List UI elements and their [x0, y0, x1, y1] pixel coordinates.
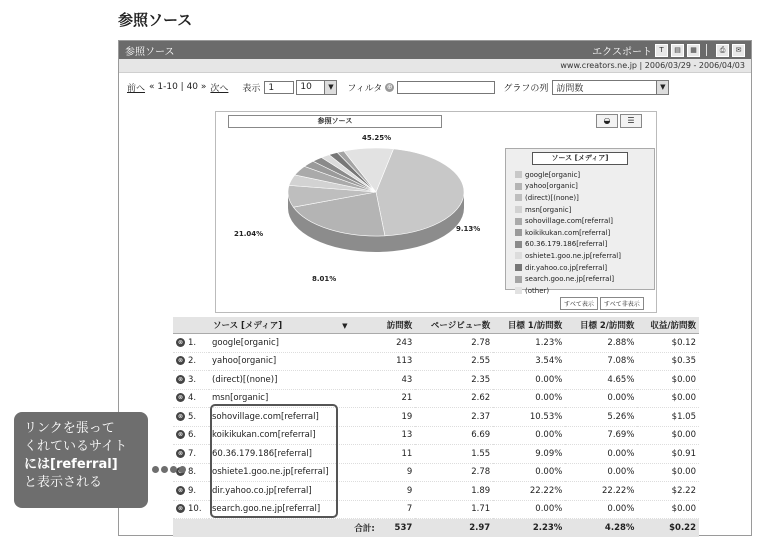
filter-input[interactable]: [397, 81, 495, 94]
legend-item[interactable]: [506, 227, 654, 239]
site-date-divider: |: [639, 61, 645, 70]
g2-cell: 7.08%: [565, 352, 637, 371]
total-row: [173, 519, 699, 537]
visits-cell: 11: [378, 445, 416, 464]
graph-column-select[interactable]: [552, 80, 669, 95]
show-all-button[interactable]: すべて表示: [560, 297, 598, 310]
chart-legend: [505, 148, 655, 295]
col-goal2[interactable]: 目標 2/訪問数: [565, 317, 637, 334]
legend-label: search.goo.ne.jp[referral]: [525, 275, 615, 284]
legend-title: ソース [メディア]: [532, 152, 628, 165]
show-label: 表示: [242, 83, 261, 94]
g1-cell: 9.09%: [493, 445, 565, 464]
table-row[interactable]: [173, 352, 699, 371]
row-number: 9.: [188, 485, 197, 496]
g1-cell: 1.23%: [493, 334, 565, 353]
source-cell[interactable]: yahoo[organic]: [209, 352, 378, 371]
total-pv: 2.97: [415, 519, 493, 537]
legend-label: google[organic]: [525, 170, 581, 179]
rows-select[interactable]: [296, 80, 337, 95]
legend-swatch: [515, 183, 522, 190]
legend-item[interactable]: [506, 285, 654, 297]
source-cell[interactable]: 60.36.179.186[referral]: [209, 445, 378, 464]
pager-bar: [119, 77, 751, 97]
rev-cell: $0.00: [637, 426, 699, 445]
source-cell[interactable]: sohovillage.com[referral]: [209, 408, 378, 427]
row-number: 8.: [188, 467, 197, 478]
rev-cell: $0.00: [637, 389, 699, 408]
legend-swatch: [515, 241, 522, 248]
legend-item[interactable]: [506, 204, 654, 216]
visits-cell: 9: [378, 463, 416, 482]
filter-label: フィルタ: [347, 83, 383, 94]
legend-swatch: [515, 218, 522, 225]
g1-cell: 3.54%: [493, 352, 565, 371]
g1-cell: 0.00%: [493, 389, 565, 408]
pie-chart: [256, 130, 496, 300]
source-cell[interactable]: msn[organic]: [209, 389, 378, 408]
g2-cell: 0.00%: [565, 500, 637, 519]
g1-cell: 10.53%: [493, 408, 565, 427]
pie-label-google: 45.25%: [362, 134, 392, 142]
legend-label: koikikukan.com[referral]: [525, 228, 611, 237]
col-revenue[interactable]: 収益/訪問数: [637, 317, 699, 334]
source-cell[interactable]: dir.yahoo.co.jp[referral]: [209, 482, 378, 501]
row-number: 10.: [188, 504, 202, 515]
prev-link[interactable]: 前へ: [127, 83, 146, 94]
toolbar-divider: [706, 44, 707, 56]
chevron-down-icon: ▼: [324, 81, 336, 94]
col-source-label: ソース [メディア]: [213, 321, 283, 331]
callout-line-2: くれているサイト: [24, 439, 128, 454]
export-csv-icon[interactable]: ▤: [671, 44, 684, 57]
row-expand-icon[interactable]: ⊗: [177, 486, 184, 494]
row-number: 2.: [188, 356, 197, 367]
pv-cell: 1.55: [415, 445, 493, 464]
page-input[interactable]: 1: [264, 81, 294, 94]
legend-label: sohovillage.com[referral]: [525, 217, 613, 226]
graph-column-value: 訪問数: [556, 83, 584, 94]
row-number-cell: [173, 334, 209, 353]
graph-column-label: グラフの列: [503, 83, 549, 94]
rev-cell: $0.12: [637, 334, 699, 353]
legend-label: msn[organic]: [525, 205, 572, 214]
export-excel-icon[interactable]: ▦: [687, 44, 700, 57]
legend-label: 60.36.179.186[referral]: [525, 240, 608, 249]
chevron-down-icon: ▼: [656, 81, 668, 94]
legend-item[interactable]: [506, 215, 654, 227]
g2-cell: 5.26%: [565, 408, 637, 427]
row-number-cell: [173, 408, 209, 427]
legend-swatch: [515, 171, 522, 178]
rows-value: 10: [300, 82, 312, 92]
g2-cell: 22.22%: [565, 482, 637, 501]
row-number-cell: [173, 426, 209, 445]
pv-cell: 2.35: [415, 371, 493, 390]
legend-swatch: [515, 252, 522, 259]
source-cell[interactable]: google[organic]: [209, 334, 378, 353]
rev-cell: $0.00: [637, 463, 699, 482]
site-name: www.creators.ne.jp: [560, 61, 637, 70]
export-xml-icon[interactable]: T: [655, 44, 668, 57]
callout-line-4: と表示される: [24, 475, 103, 490]
visits-cell: 113: [378, 352, 416, 371]
pv-cell: 2.55: [415, 352, 493, 371]
callout-line-3: には[referral]: [24, 457, 118, 472]
legend-label: yahoo[organic]: [525, 182, 578, 191]
pie-chart-panel: [215, 111, 657, 313]
email-icon[interactable]: ✉: [732, 44, 745, 57]
row-expand-icon[interactable]: ⊗: [177, 449, 184, 457]
referral-callout: [14, 412, 148, 508]
legend-item[interactable]: [506, 192, 654, 204]
pv-cell: 1.71: [415, 500, 493, 519]
row-expand-icon[interactable]: ⊗: [177, 394, 184, 402]
pv-cell: 2.78: [415, 334, 493, 353]
g1-cell: 0.00%: [493, 500, 565, 519]
row-number: 1.: [188, 337, 197, 348]
legend-item[interactable]: [506, 262, 654, 274]
row-expand-icon[interactable]: ⊗: [177, 412, 184, 420]
rev-cell: $1.05: [637, 408, 699, 427]
col-visits[interactable]: 訪問数: [378, 317, 416, 334]
g1-cell: 22.22%: [493, 482, 565, 501]
page-range: « 1-10 | 40 »: [149, 82, 207, 92]
panel-title: 参照ソース: [125, 46, 175, 58]
row-number: 6.: [188, 430, 197, 441]
legend-label: (direct)[(none)]: [525, 193, 579, 202]
hide-all-button[interactable]: すべて非表示: [600, 297, 644, 310]
rev-cell: $0.00: [637, 500, 699, 519]
bar-view-icon[interactable]: ☰: [620, 114, 642, 128]
rev-cell: $0.91: [637, 445, 699, 464]
col-source[interactable]: [173, 317, 378, 334]
source-cell[interactable]: oshiete1.goo.ne.jp[referral]: [209, 463, 378, 482]
chart-title: 参照ソース: [228, 115, 442, 128]
pv-cell: 6.69: [415, 426, 493, 445]
g1-cell: 0.00%: [493, 371, 565, 390]
page-title: 参照ソース: [118, 11, 193, 29]
g2-cell: 0.00%: [565, 445, 637, 464]
total-visits: 537: [378, 519, 416, 537]
legend-swatch: [515, 287, 522, 294]
legend-swatch: [515, 206, 522, 213]
referral-highlight-box: [210, 404, 338, 518]
legend-swatch: [515, 229, 522, 236]
export-label: エクスポート: [592, 46, 652, 58]
pv-cell: 2.78: [415, 463, 493, 482]
row-number: 5.: [188, 411, 197, 422]
visits-cell: 13: [378, 426, 416, 445]
total-g1: 2.23%: [493, 519, 565, 537]
visits-cell: 9: [378, 482, 416, 501]
panel-titlebar: [119, 41, 751, 59]
visits-cell: 19: [378, 408, 416, 427]
legend-label: oshiete1.goo.ne.jp[referral]: [525, 251, 621, 260]
source-cell[interactable]: koikikukan.com[referral]: [209, 426, 378, 445]
pv-cell: 2.37: [415, 408, 493, 427]
legend-item[interactable]: [506, 169, 654, 181]
row-expand-icon[interactable]: ⊗: [177, 431, 184, 439]
pv-cell: 2.62: [415, 389, 493, 408]
source-cell[interactable]: (direct)[(none)]: [209, 371, 378, 390]
row-number: 3.: [188, 374, 197, 385]
row-number-cell: [173, 389, 209, 408]
source-cell[interactable]: search.goo.ne.jp[referral]: [209, 500, 378, 519]
row-expand-icon[interactable]: ⊗: [177, 357, 184, 365]
legend-buttons: [558, 297, 644, 310]
visits-cell: 7: [378, 500, 416, 519]
visits-cell: 43: [378, 371, 416, 390]
table-header-row: [173, 317, 699, 334]
total-g2: 4.28%: [565, 519, 637, 537]
g2-cell: 0.00%: [565, 463, 637, 482]
pie-view-icon[interactable]: ◒: [596, 114, 618, 128]
g1-cell: 0.00%: [493, 463, 565, 482]
legend-swatch: [515, 264, 522, 271]
total-label: 合計:: [173, 519, 378, 537]
g2-cell: 7.69%: [565, 426, 637, 445]
legend-list: [506, 169, 654, 297]
col-goal1[interactable]: 目標 1/訪問数: [493, 317, 565, 334]
print-icon[interactable]: ⎙: [716, 44, 729, 57]
chart-view-toggle: [594, 114, 642, 128]
pie-label-yahoo: 21.04%: [234, 230, 264, 238]
legend-label: dir.yahoo.co.jp[referral]: [525, 263, 608, 272]
filter-icon[interactable]: ⊕: [386, 82, 393, 91]
rev-cell: $0.35: [637, 352, 699, 371]
next-link[interactable]: 次へ: [210, 83, 229, 94]
date-range: 2006/03/29 - 2006/04/03: [644, 61, 745, 70]
legend-label: (other): [525, 286, 550, 295]
pv-cell: 1.89: [415, 482, 493, 501]
pie-label-direct: 8.01%: [312, 275, 337, 283]
row-expand-icon[interactable]: ⊗: [177, 505, 184, 513]
table-row[interactable]: [173, 334, 699, 353]
legend-swatch: [515, 194, 522, 201]
g2-cell: 0.00%: [565, 389, 637, 408]
rev-cell: $0.00: [637, 371, 699, 390]
legend-item[interactable]: [506, 239, 654, 251]
row-number: 7.: [188, 448, 197, 459]
row-number-cell: [173, 352, 209, 371]
g2-cell: 2.88%: [565, 334, 637, 353]
g2-cell: 4.65%: [565, 371, 637, 390]
visits-cell: 21: [378, 389, 416, 408]
legend-item[interactable]: [506, 273, 654, 285]
visits-cell: 243: [378, 334, 416, 353]
legend-item[interactable]: [506, 181, 654, 193]
table-row[interactable]: [173, 371, 699, 390]
legend-item[interactable]: [506, 250, 654, 262]
row-number-cell: [173, 482, 209, 501]
rev-cell: $2.22: [637, 482, 699, 501]
callout-connector: [152, 458, 188, 477]
row-expand-icon[interactable]: ⊗: [177, 375, 184, 383]
sort-desc-icon[interactable]: ▼: [342, 322, 348, 330]
row-number-cell: [173, 500, 209, 519]
g1-cell: 0.00%: [493, 426, 565, 445]
total-rev: $0.22: [637, 519, 699, 537]
callout-line-1: リンクを張って: [24, 421, 115, 436]
row-number: 4.: [188, 393, 197, 404]
col-pageviews[interactable]: ページビュー数: [415, 317, 493, 334]
legend-swatch: [515, 276, 522, 283]
row-number-cell: [173, 371, 209, 390]
pie-label-other: 9.13%: [456, 225, 481, 233]
row-expand-icon[interactable]: ⊗: [177, 338, 184, 346]
site-date-line: [119, 59, 751, 73]
